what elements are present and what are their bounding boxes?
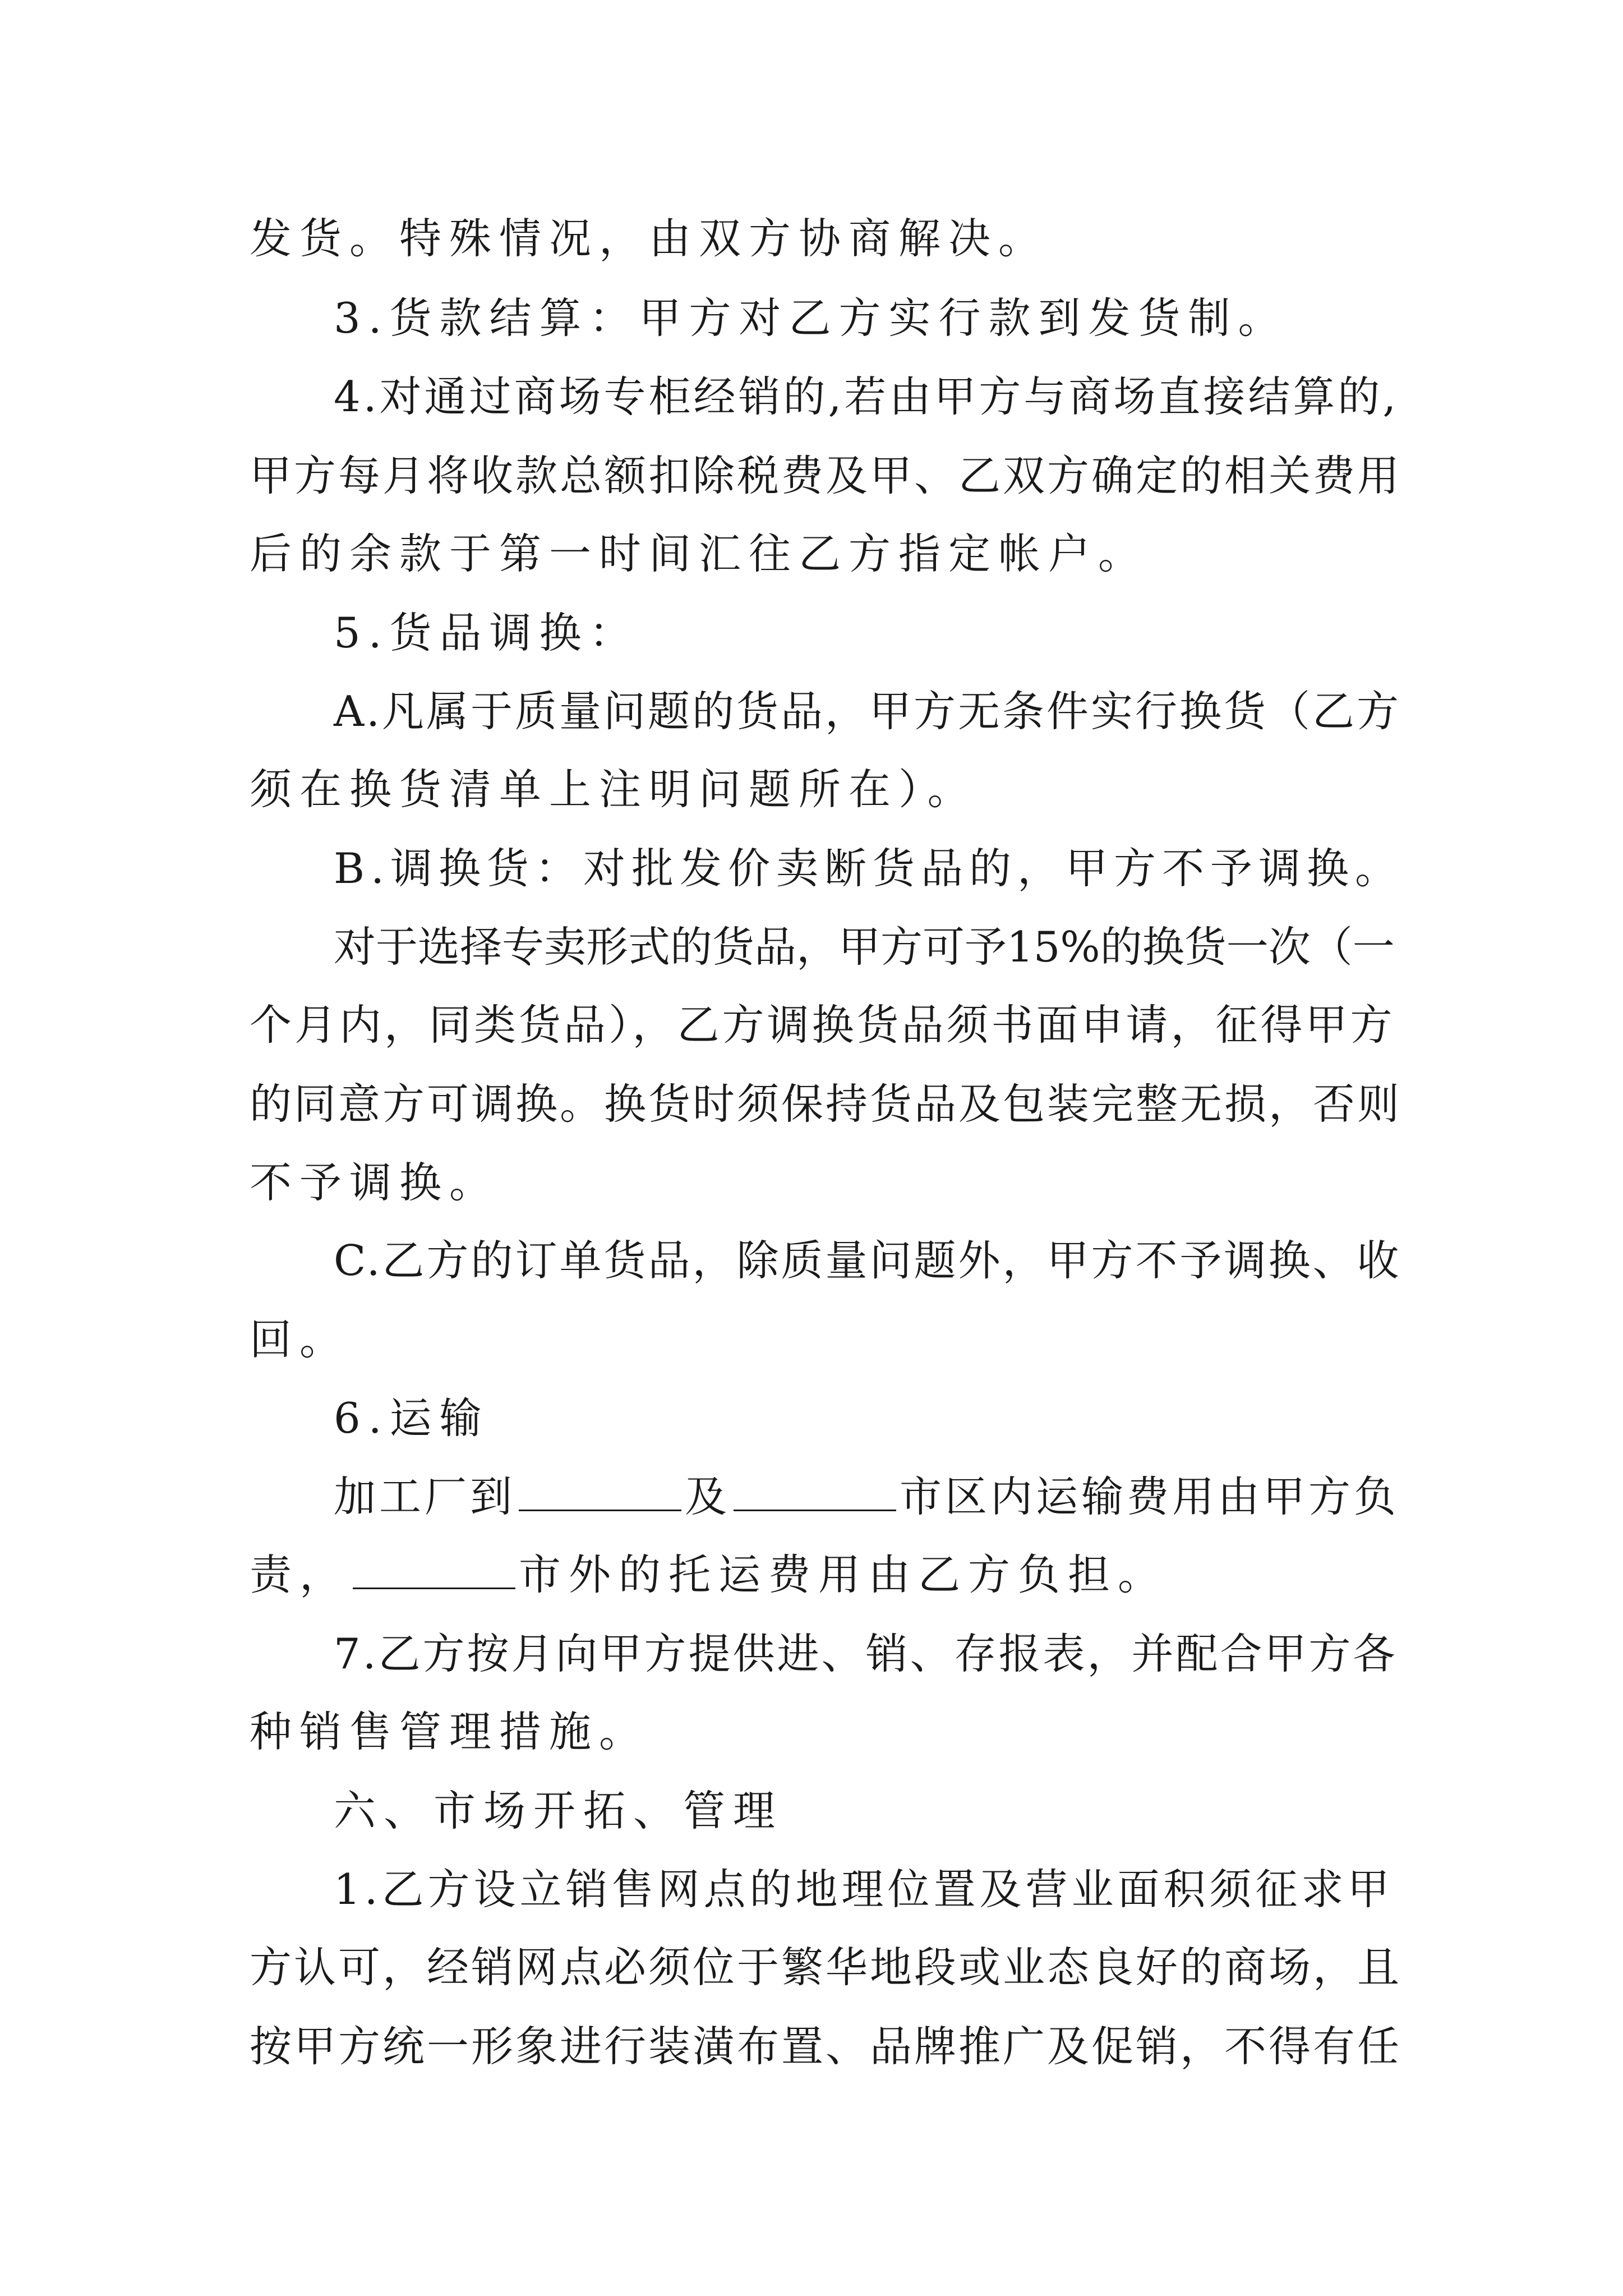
fill-in-blank bbox=[353, 1553, 515, 1589]
paragraph-line-with-blanks bbox=[334, 1466, 1405, 1527]
paragraph-line: 发货。特殊情况，由双方协商解决。 bbox=[250, 214, 1049, 263]
text-segment: 市外的托运费用由乙方负担。 bbox=[519, 1550, 1168, 1599]
paragraph-line: 按甲方统一形象进行装潢布置、品牌推广及促销，不得有任 bbox=[250, 2022, 1402, 2071]
paragraph-line: 1.乙方设立销售网点的地理位置及营业面积须征求甲 bbox=[334, 1865, 1394, 1914]
paragraph-line: C.乙方的订单货品，除质量问题外，甲方不予调换、收 bbox=[334, 1236, 1401, 1285]
paragraph-line: 后的余款于第一时间汇往乙方指定帐户。 bbox=[250, 529, 1149, 578]
text-segment: 及 bbox=[685, 1472, 731, 1521]
paragraph-line: 个月内，同类货品），乙方调换货品须书面申请，征得甲方 bbox=[250, 1000, 1395, 1050]
paragraph-line: 种销售管理措施。 bbox=[250, 1707, 649, 1756]
paragraph-line: 7.乙方按月向甲方提供进、销、存报表，并配合甲方各 bbox=[334, 1629, 1398, 1678]
paragraph-line: 的同意方可调换。换货时须保持货品及包装完整无损，否则 bbox=[250, 1079, 1402, 1129]
paragraph-line: A.凡属于质量问题的货品，甲方无条件实行换货（乙方 bbox=[334, 687, 1401, 736]
paragraph-line: 6.运输 bbox=[334, 1393, 490, 1443]
paragraph-line: 方认可，经销网点必须位于繁华地段或业态良好的商场，且 bbox=[250, 1943, 1402, 1992]
text-segment: 加工厂到 bbox=[334, 1472, 516, 1521]
paragraph-line: 回。 bbox=[250, 1315, 350, 1364]
paragraph-line: 4.对通过商场专柜经销的,若由甲方与商场直接结算的, bbox=[334, 372, 1399, 421]
section-heading: 六、市场开拓、管理 bbox=[334, 1786, 783, 1835]
paragraph-line: 甲方每月将收款总额扣除税费及甲、乙双方确定的相关费用 bbox=[250, 451, 1402, 500]
paragraph-line: 对于选择专卖形式的货品，甲方可予15%的换货一次（一 bbox=[334, 922, 1395, 972]
fill-in-blank bbox=[734, 1475, 896, 1511]
text-segment: 责， bbox=[250, 1550, 350, 1599]
paragraph-line: 须在换货清单上注明问题所在）。 bbox=[250, 765, 978, 814]
paragraph-line: B.调换货：对批发价卖断货品的，甲方不予调换。 bbox=[334, 844, 1403, 893]
paragraph-line-with-blanks bbox=[250, 1544, 1405, 1605]
fill-in-blank bbox=[519, 1475, 681, 1511]
paragraph-line: 不予调换。 bbox=[250, 1158, 500, 1207]
paragraph-line: 5.货品调换： bbox=[334, 608, 639, 657]
text-segment: 市区内运输费用由甲方负 bbox=[900, 1472, 1400, 1521]
paragraph-line: 3.货款结算：甲方对乙方实行款到发货制。 bbox=[334, 293, 1288, 343]
